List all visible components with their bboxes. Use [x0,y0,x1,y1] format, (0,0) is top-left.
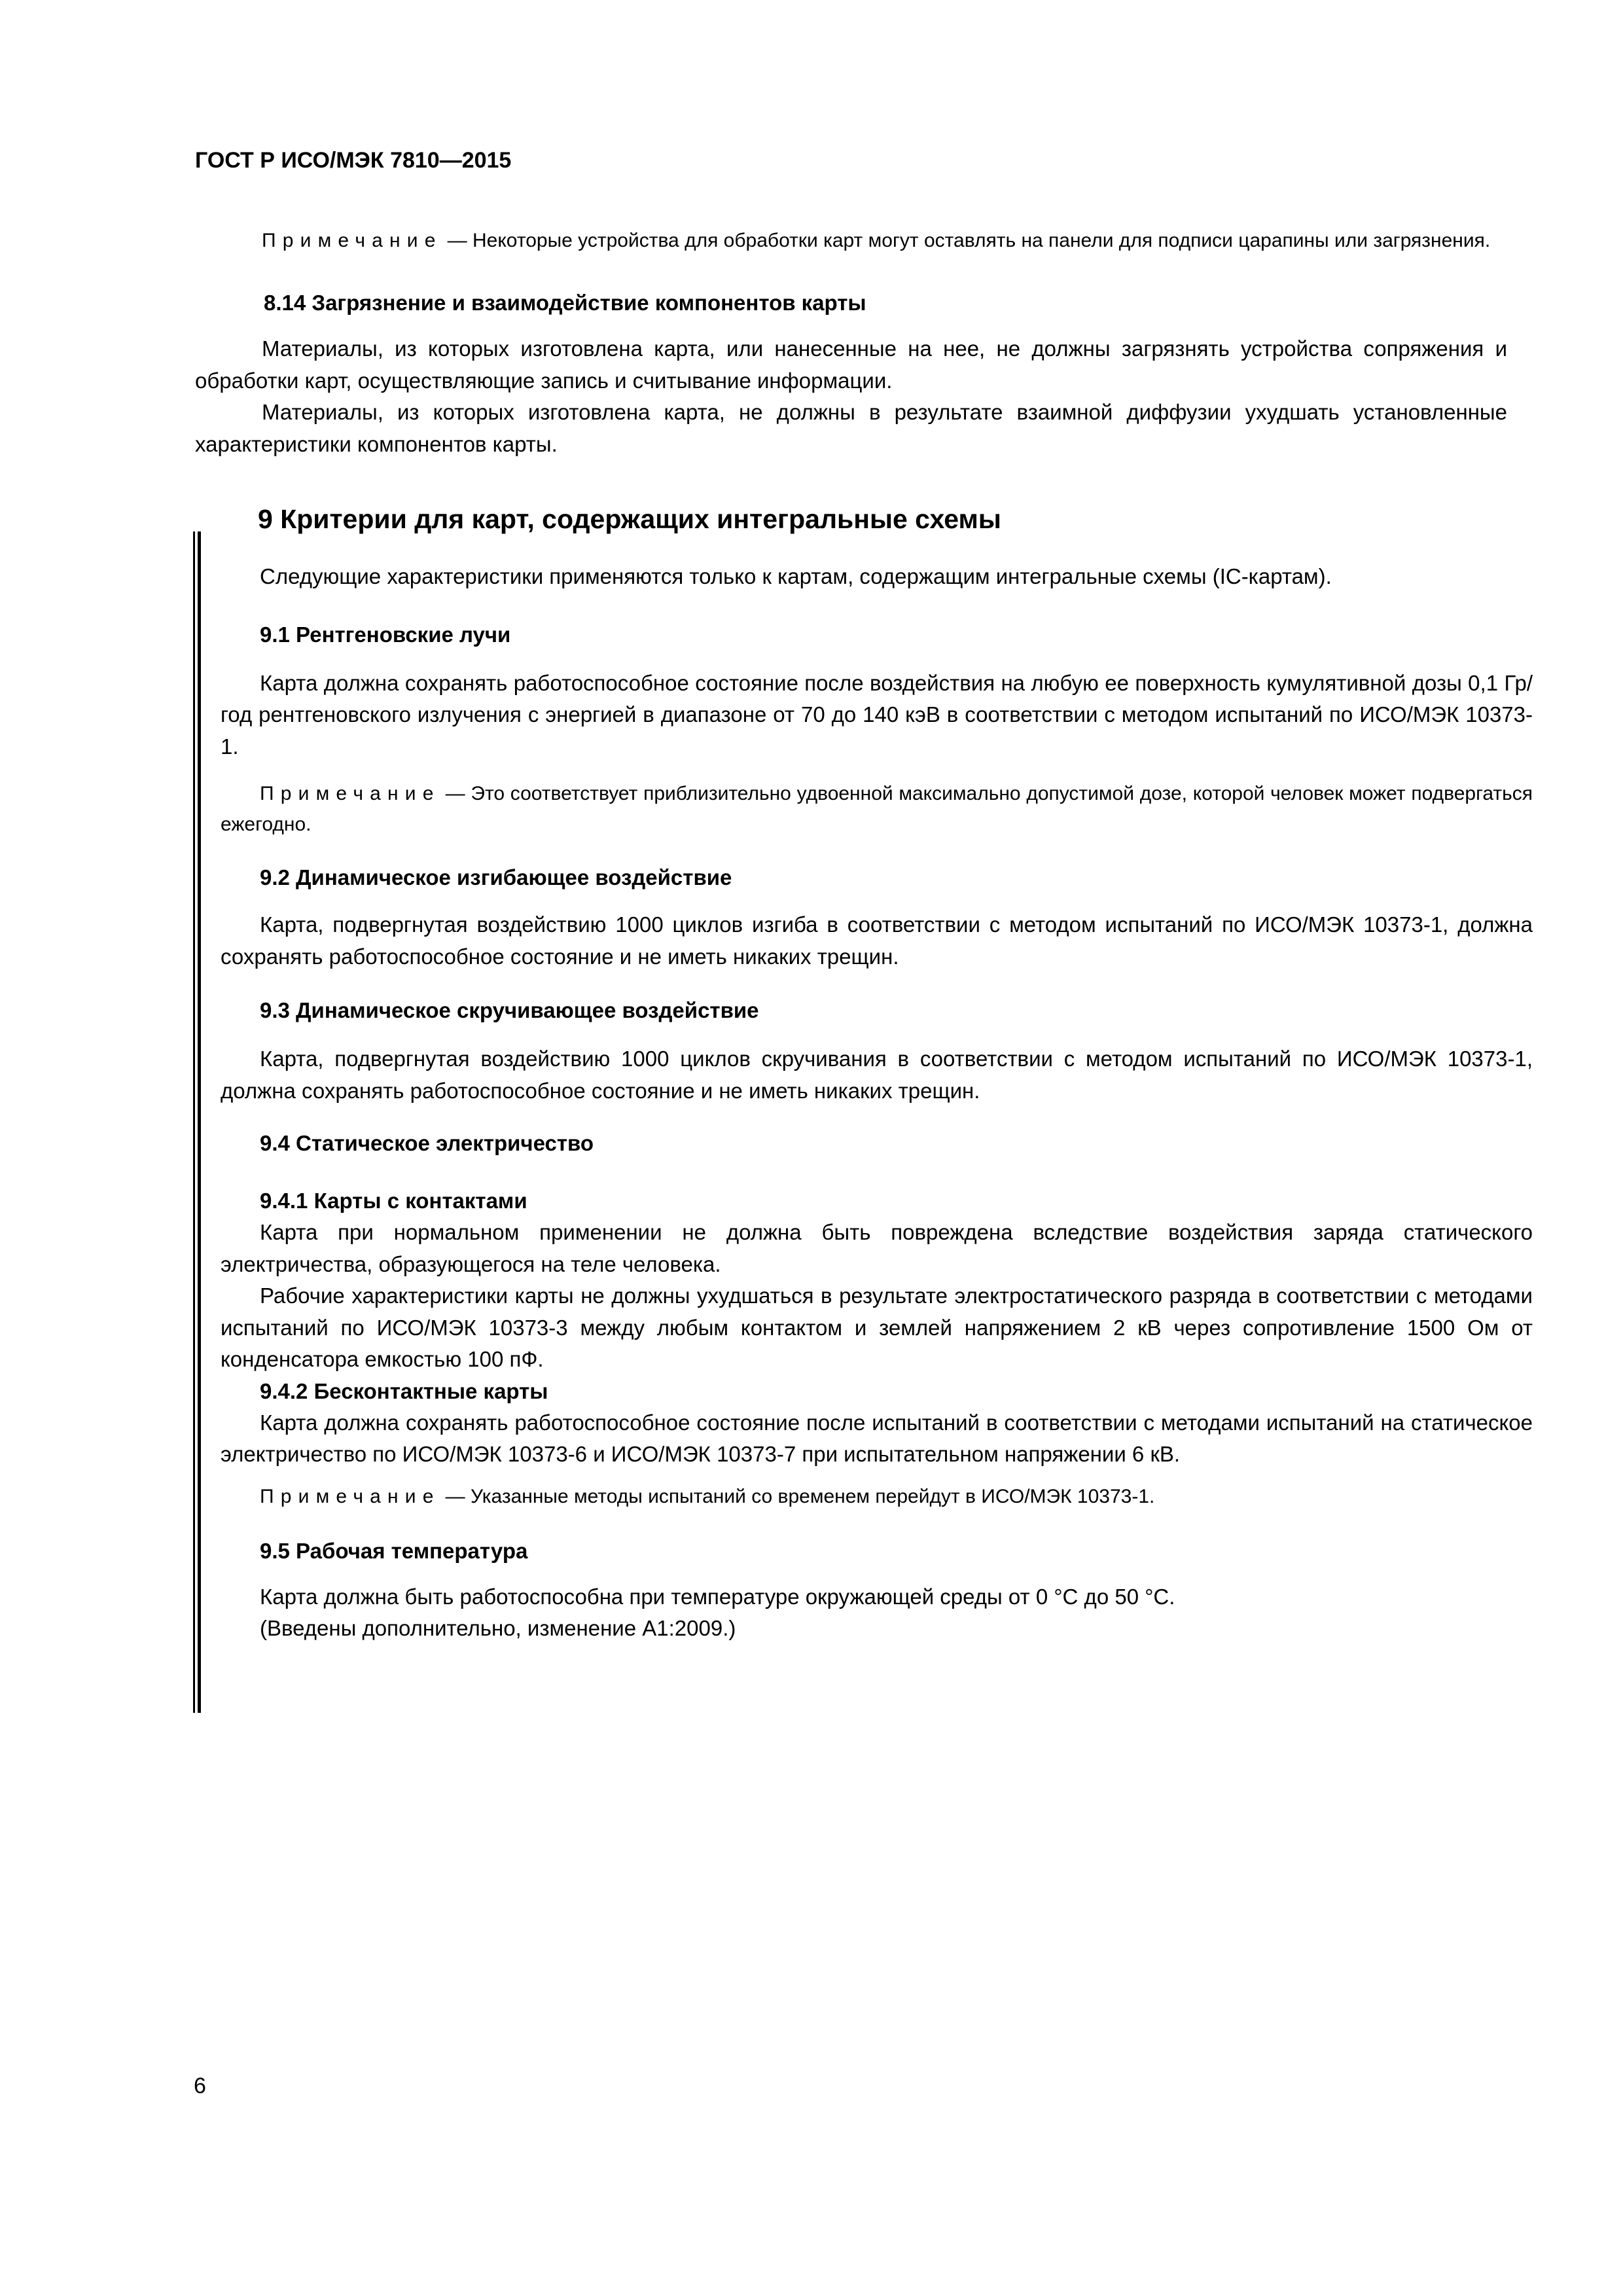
paragraph-9-4-1-a: Карта при нормальном применении не должна быть повреждена вследствие воздействия заряда статического электричества, образующегося на теле человека. [221,1220,1533,1276]
paragraph-9-4-2: Карта должна сохранять работоспособное состояние после испытаний в соответствии с методами испытаний на статическое электричество по ИСО/МЭК 10373-6 и ИСО/МЭК 10373-7 при испытательном напряжении 6 кВ. [221,1410,1533,1466]
note-label: Примечание [262,230,442,251]
heading-9-4: 9.4 Статическое электричество [260,1131,594,1155]
paragraph-9-5-amendment: (Введены дополнительно, изменение А1:2009.) [260,1616,736,1640]
heading-9-5: 9.5 Рабочая температура [260,1538,528,1563]
section-9-block [221,501,1533,1645]
paragraph-9-2: Карта, подвергнутая воздействию 1000 циклов изгиба в соответствии с методом испытаний по ИСО/МЭК 10373-1, должна сохранять работоспособное состояние и не иметь никаких трещин. [221,912,1533,969]
paragraph-8-14-1: Материалы, из которых изготовлена карта, или нанесенные на нее, не должны загрязнять устройства сопряжения и обработки карт, осуществляющие запись и считывание информации. [195,336,1507,393]
paragraph-9-1: Карта должна сохранять работоспособное состояние после воздействия на любую ее поверхность кумулятивной дозы 0,1 Гр/год рентгеновского излучения с энергией в диапазоне от 70 до 140 кэВ в соответствии с методом испытаний по ИСО/МЭК 10373-1. [221,670,1533,759]
note-text: — Это соответствует приблизительно удвоенной максимально допустимой дозе, которой человек может подвергаться ежегодно. [221,783,1533,835]
note-label: Примечание [260,783,440,804]
paragraph-9-intro: Следующие характеристики применяются только к картам, содержащим интегральные схемы (IC-картам). [260,564,1332,588]
heading-9-2: 9.2 Динамическое изгибающее воздействие [260,865,732,889]
page-content [195,225,1533,1645]
note-signature-panel [195,225,1507,256]
paragraph-9-5: Карта должна быть работоспособна при температуре окружающей среды от 0 °С до 50 °С. [260,1584,1175,1609]
heading-9-4-1: 9.4.1 Карты с контактами [260,1189,527,1213]
heading-9-3: 9.3 Динамическое скручивающее воздействие [260,998,759,1022]
note-9-1 [221,778,1533,840]
running-header: ГОСТ Р ИСО/МЭК 7810—2015 [195,148,512,173]
heading-9-4-2: 9.4.2 Бесконтактные карты [260,1378,548,1403]
paragraph-9-4-1-b: Рабочие характеристики карты не должны ухудшаться в результате электростатического разряда в соответствии с методами испытаний по ИСО/МЭК 10373-3 между любым контактом и землей напряжением 2 кВ через сопротивление 1500 Ом от конденсатора емкостью 100 пФ. [221,1283,1533,1371]
heading-9-1: 9.1 Рентгеновские лучи [260,622,511,647]
note-text: — Указанные методы испытаний со временем перейдут в ИСО/МЭК 10373-1. [445,1485,1155,1507]
note-9-4-2 [221,1481,1533,1512]
heading-8-14: 8.14 Загрязнение и взаимодействие компонентов карты [264,291,866,315]
paragraph-8-14-2: Материалы, из которых изготовлена карта, не должны в результате взаимной диффузии ухудшать установленные характеристики компонентов карты. [195,400,1507,456]
note-label: Примечание [260,1485,440,1507]
paragraph-9-3: Карта, подвергнутая воздействию 1000 циклов скручивания в соответствии с методом испытаний по ИСО/МЭК 10373-1, должна сохранять работоспособное состояние и не иметь никаких трещин. [221,1047,1533,1103]
page-number: 6 [194,2073,206,2098]
heading-9: 9 Критерии для карт, содержащих интегральные схемы [258,504,1001,534]
note-text: — Некоторые устройства для обработки карт могут оставлять на панели для подписи царапины или загрязнения. [447,230,1491,251]
